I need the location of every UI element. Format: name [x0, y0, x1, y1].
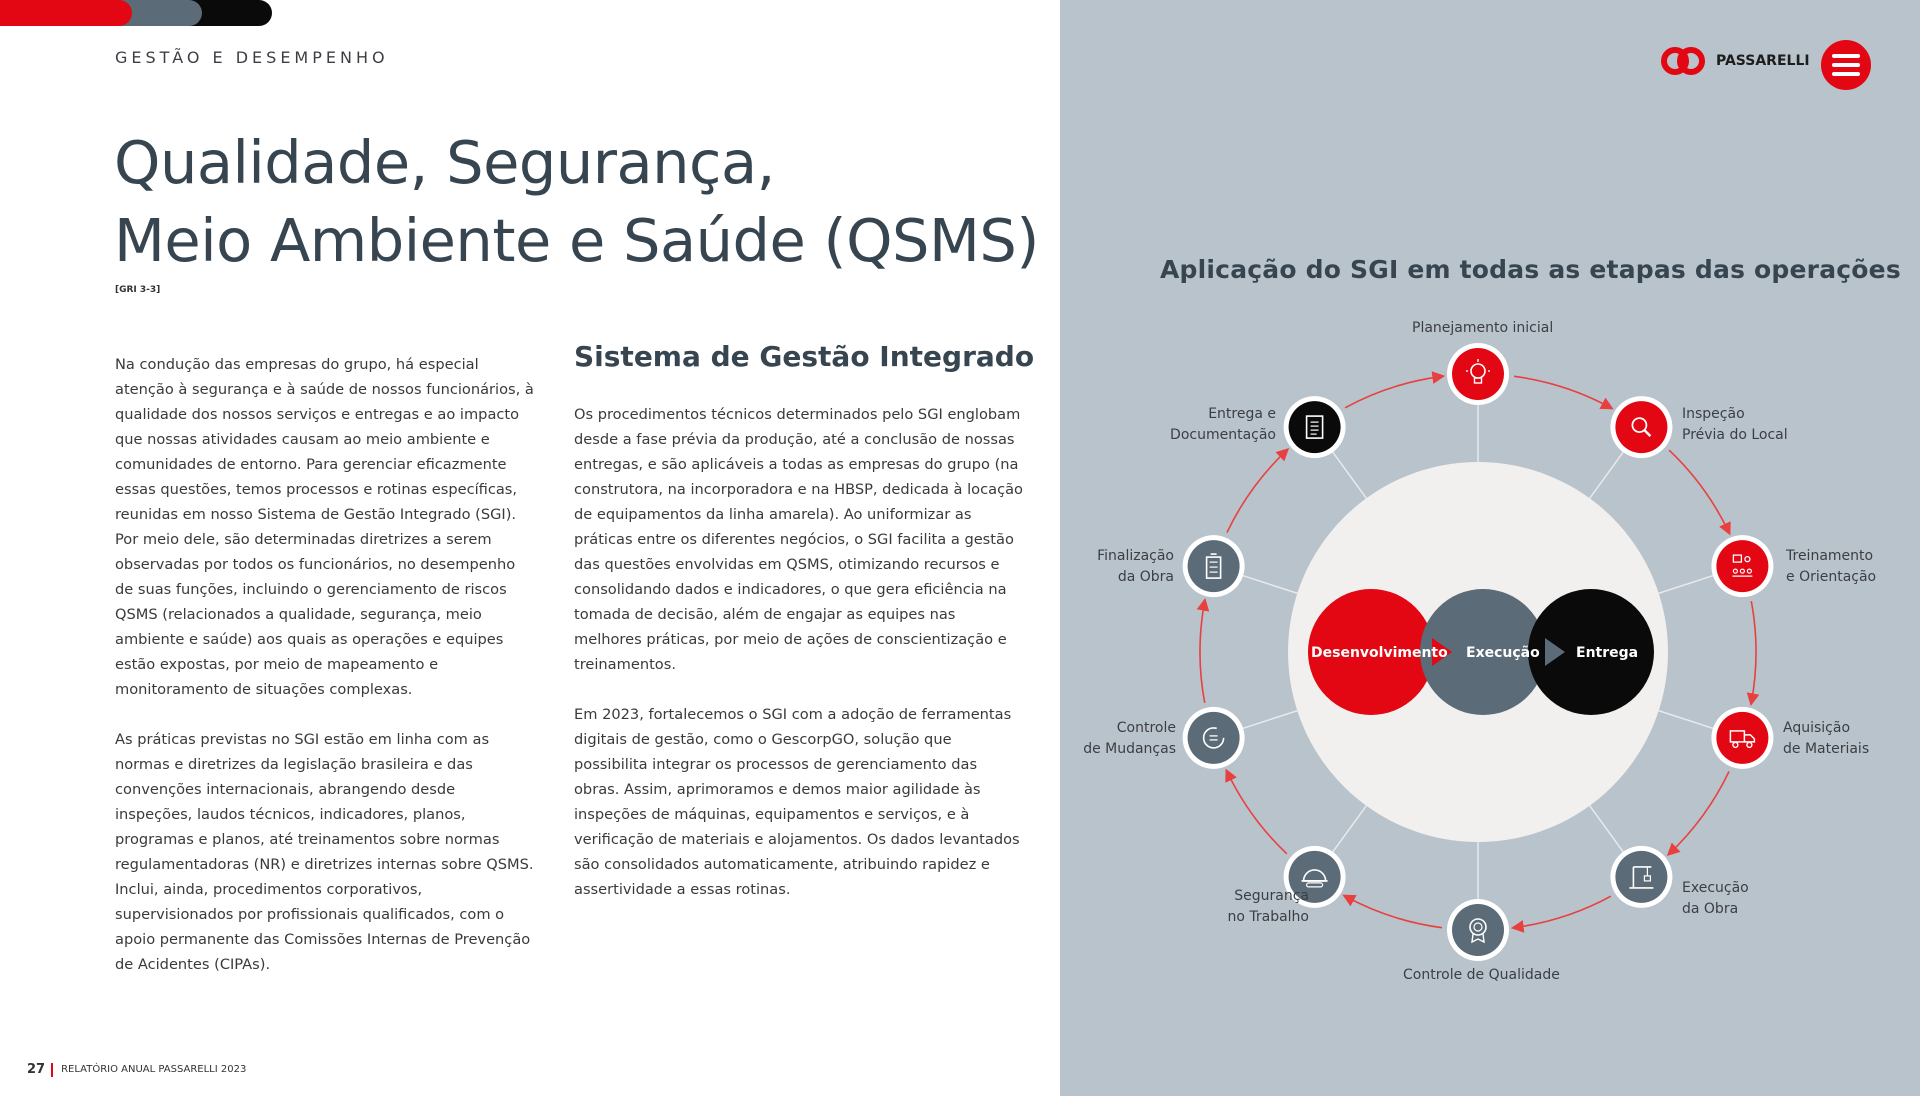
page-title — [114, 124, 1039, 280]
page-number: 27 — [27, 1062, 46, 1077]
node-disc — [1615, 401, 1667, 453]
cycle-node — [1711, 707, 1773, 769]
stage-label-execution: Execução — [1466, 645, 1540, 661]
node-label-planning: Planejamento inicial — [1412, 320, 1554, 336]
node-disc — [1716, 540, 1768, 592]
cycle-arrow — [1227, 450, 1287, 532]
body-column-2 — [574, 402, 1024, 927]
cycle-node — [1284, 396, 1346, 458]
cycle-node — [1183, 535, 1245, 597]
diagram-title: Aplicação do SGI em todas as etapas das operações — [1160, 255, 1901, 284]
cycle-arrow — [1751, 601, 1756, 703]
node-disc — [1716, 712, 1768, 764]
paragraph: As práticas previstas no SGI estão em linha com as normas e diretrizes da legislação brasileira e das convenções internacionais, abrangendo desde inspeções, laudos técnicos, indicadores, planos, programas e planos, até treinamentos sobre normas regulamentadoras (NR) e diretrizes internas sobre QSMS. Inclui, ainda, procedimentos corporativos, supervisionados por profissionais qualificados, com o apoio permanente das Comissões Internas de Prevenção de Acidentes (CIPAs). — [115, 731, 534, 973]
node-label-materials: Aquisição de Materiais — [1783, 720, 1870, 757]
cycle-arrow — [1514, 376, 1611, 407]
cycle-arrow — [1514, 896, 1611, 927]
section-label: GESTÃO E DESEMPENHO — [115, 48, 389, 67]
paragraph: Na condução das empresas do grupo, há especial atenção à segurança e à saúde de nossos funcionários, à qualidade dos nossos serviços e entregas e ao impacto que nossas atividades causam ao meio ambiente e comunidades de entorno. Para gerenciar eficazmente essas questões, temos processos e rotinas específicas, reunidas em nosso Sistema de Gestão Integrado (SGI). Por meio dele, são determinadas diretrizes a serem observadas por todos os funcionários, no desempenho de suas funções, incluindo o gerenciamento de riscos QSMS (relacionados a qualidade, segurança, meio ambiente e saúde) aos quais as operações e equipes estão expostas, por meio de mapeamento e monitoramento de situações complexas. — [115, 356, 534, 698]
node-label-inspection: Inspeção Prévia do Local — [1682, 406, 1788, 443]
stage-label-delivery: Entrega — [1576, 645, 1639, 661]
cycle-arrow — [1669, 450, 1729, 532]
node-label-quality: Controle de Qualidade — [1403, 967, 1560, 983]
node-label-delivery-docs: Entrega e Documentação — [1170, 406, 1276, 443]
node-label-execution: Execução da Obra — [1682, 880, 1749, 917]
node-disc — [1452, 348, 1504, 400]
node-label-safety: Segurança no Trabalho — [1227, 888, 1309, 925]
page-title-line1: Qualidade, Segurança, — [114, 128, 775, 197]
footer-divider — [51, 1063, 53, 1077]
node-label-training: Treinamento e Orientação — [1786, 548, 1877, 585]
cycle-node — [1711, 535, 1773, 597]
node-disc — [1289, 401, 1341, 453]
node-disc — [1188, 540, 1240, 592]
gri-reference: [GRI 3-3] — [115, 285, 161, 295]
subsection-title: Sistema de Gestão Integrado — [574, 340, 1035, 373]
cycle-node — [1447, 343, 1509, 405]
cycle-arrow — [1345, 376, 1442, 407]
node-disc — [1188, 712, 1240, 764]
report-name: RELATÓRIO ANUAL PASSARELLI 2023 — [61, 1064, 247, 1075]
cycle-node — [1610, 846, 1672, 908]
body-column-1 — [115, 352, 535, 1002]
node-label-changes: Controle de Mudanças — [1083, 720, 1176, 757]
cycle-arrow — [1200, 601, 1205, 703]
progress-segment-red — [0, 0, 132, 26]
cycle-node — [1610, 396, 1672, 458]
page-footer — [27, 1062, 246, 1077]
cycle-arrow — [1227, 771, 1287, 853]
cycle-arrow — [1345, 896, 1442, 927]
stage-label-development: Desenvolvimento — [1311, 645, 1448, 661]
cycle-node — [1183, 707, 1245, 769]
cycle-node — [1447, 899, 1509, 961]
cycle-arrow — [1669, 771, 1729, 853]
paragraph: Os procedimentos técnicos determinados pelo SGI englobam desde a fase prévia da produção, até a conclusão de nossas entregas, e são aplicáveis a todas as empresas do grupo (na construtora, na incorporadora e na HBSP, dedicada à locação de equipamentos da linha amarela). Ao uniformizar as práticas entre os diferentes negócios, o SGI facilita a gestão das questões envolvidas em QSMS, otimizando recursos e consolidando dados e indicadores, o que gera eficiência na tomada de decisão, além de engajar as equipes nas melhores práticas, por meio de ações de conscientização e treinamentos. — [574, 406, 1023, 673]
node-disc — [1615, 851, 1667, 903]
paragraph: Em 2023, fortalecemos o SGI com a adoção de ferramentas digitais de gestão, como o GescorpGO, solução que possibilita integrar os processos de gerenciamento das obras. Assim, aprimoramos e demos maior agilidade às inspeções de máquinas, equipamentos e serviços, e à verificação de materiais e alojamentos. Os dados levantados são consolidados automaticamente, atribuindo rapidez e assertividade a essas rotinas. — [574, 706, 1020, 898]
brand-name: PASSARELLI — [1716, 53, 1810, 69]
page-title-line2: Meio Ambiente e Saúde (QSMS) — [114, 206, 1039, 275]
node-label-finalization: Finalização da Obra — [1097, 548, 1174, 585]
progress-indicator — [0, 0, 272, 26]
node-disc — [1452, 904, 1504, 956]
